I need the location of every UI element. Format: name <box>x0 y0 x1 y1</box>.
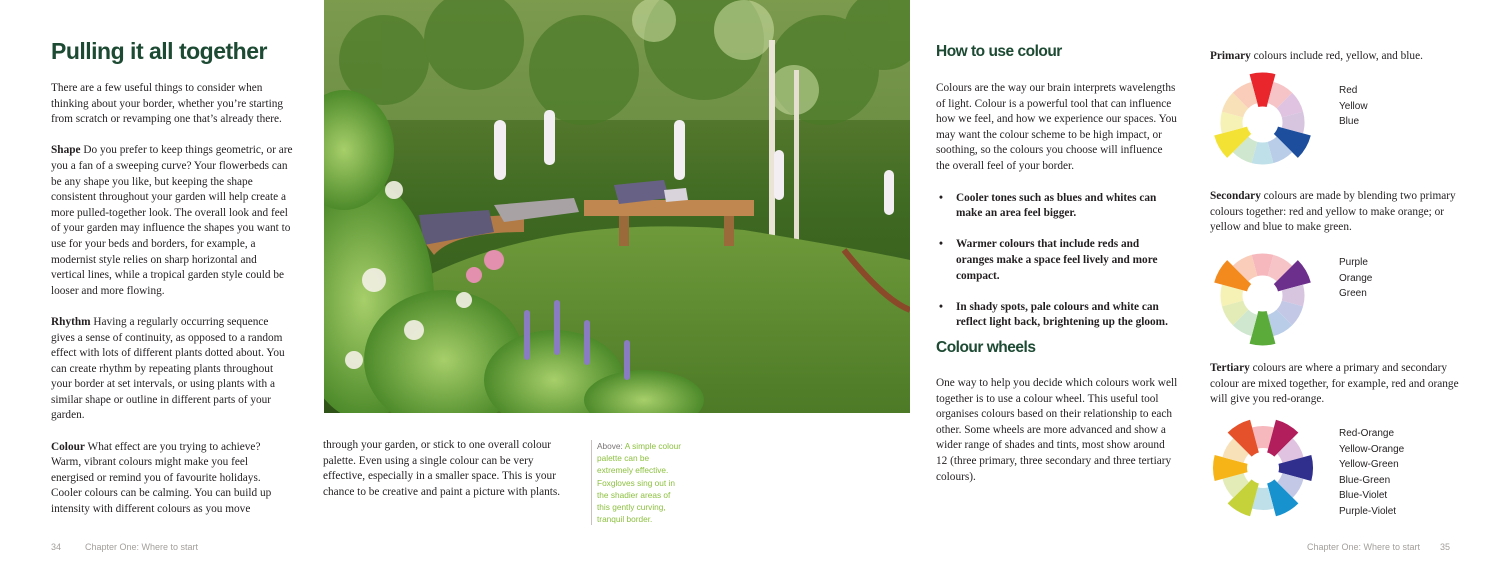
caption-label: Above: <box>597 441 623 451</box>
left-column <box>51 81 293 518</box>
caption-text: A simple colour palette can be extremely effective. Foxgloves sing out in the shadier areas of this gently curving, tranquil border. <box>597 441 681 525</box>
tertiary-term: Tertiary <box>1210 362 1250 374</box>
colour-term: Colour <box>51 440 85 453</box>
shape-paragraph <box>51 143 293 299</box>
legend-item-purple: Purple <box>1339 257 1368 268</box>
how-paragraph: Colours are the way our brain interprets wavelengths of light. Colour is a powerful tool that can influence how we feel, and how we experience our spaces. You may want the colour scheme to be high impact, or soothing, so the colours you choose will influence the overall feel of your border. <box>936 82 1177 172</box>
legend-item-yellow-green: Yellow-Green <box>1339 459 1399 470</box>
legend-item-green: Green <box>1339 288 1367 299</box>
list-item: • In shady spots, pale colours and white can reflect light back, brightening up the gloom. <box>936 300 1178 331</box>
secondary-description <box>1210 189 1460 236</box>
legend-item-orange: Orange <box>1339 272 1373 284</box>
left-page-number: 34 <box>51 542 62 552</box>
photo-caption <box>591 440 683 525</box>
primary-colour-wheel <box>1210 70 1315 175</box>
colour-text: What effect are you trying to achieve? Warm, vibrant colours might make you feel energised or remind you of favourite holidays. Cooler colours can be calming. You can build up intensity with different colours as you move <box>51 440 272 516</box>
legend-item-red-orange: Red-Orange <box>1339 428 1395 439</box>
secondary-colour-wheel <box>1210 243 1315 348</box>
primary-legend <box>1339 83 1368 130</box>
page-title: Pulling it all together <box>51 38 267 64</box>
tertiary-legend <box>1339 426 1404 519</box>
list-item: • Cooler tones such as blues and whites can make an area feel bigger. <box>936 191 1178 222</box>
colour-wheels-paragraph: One way to help you decide which colours work well together is to use a colour wheel. This useful tool organises colours based on their relationship to each other. Some wheels are more advanced and show a wider range of shades and tints, most show around 12 (three primary, three secondary and three tertiary colours). <box>936 377 1178 483</box>
tertiary-description <box>1210 361 1460 408</box>
secondary-text: colours are made by blending two primary colours together: red and yellow to make orange; or yellow and blue to make green. <box>1210 190 1456 234</box>
legend-item-yellow: Yellow <box>1339 100 1368 112</box>
right-running-footer: Chapter One: Where to start <box>1307 542 1421 552</box>
rhythm-paragraph <box>51 315 293 424</box>
legend-item-blue: Blue <box>1339 116 1360 127</box>
colour-tips-list <box>936 191 1178 331</box>
right-column <box>936 81 1178 347</box>
tertiary-text: colours are where a primary and secondary colour are mixed together, for example, red and orange will give you red-orange. <box>1210 362 1459 406</box>
legend-item-red: Red <box>1339 85 1358 96</box>
legend-item-purple-violet: Purple-Violet <box>1339 505 1397 517</box>
primary-text: colours include red, yellow, and blue. <box>1253 50 1423 62</box>
primary-description <box>1210 49 1460 65</box>
primary-term: Primary <box>1210 50 1251 62</box>
garden-photo <box>324 0 910 413</box>
left-running-footer: Chapter One: Where to start <box>85 542 199 552</box>
continuation-paragraph: through your garden, or stick to one overall colour palette. Even using a single colour can be very effective, especially in a smaller space. This is your chance to be creative and paint a picture with plants. <box>323 439 561 498</box>
rhythm-text: Having a regularly occurring sequence gives a sense of continuity, as opposed to a random effect with lots of different plants dotted about. You can create rhythm by repeating plants throughout your border at set intervals, or using plants with a similar shape or outline in different parts of your garden. <box>51 315 285 422</box>
how-to-use-colour-heading: How to use colour <box>936 43 1062 60</box>
colour-paragraph <box>51 440 293 518</box>
rhythm-term: Rhythm <box>51 315 91 328</box>
legend-item-blue-violet: Blue-Violet <box>1339 490 1388 501</box>
secondary-term: Secondary <box>1210 190 1261 202</box>
shape-text: Do you prefer to keep things geometric, or are you a fan of a sweeping curve? Your flowerbeds can be any shape you like, but keeping the shape consistent throughout your garden will help create a more pulled-together look. The overall look and feel of your garden may influence the shapes you want to use for your beds and borders, for example, a modernist style relies on sharp horizontal and vertical lines, while a tropical garden style could be looser and more flowing. <box>51 144 293 297</box>
right-page-number: 35 <box>1440 542 1451 552</box>
intro-paragraph: There are a few useful things to consider when thinking about your border, whether you’re starting from scratch or revamping one that’s already there. <box>51 82 284 126</box>
legend-item-blue-green: Blue-Green <box>1339 474 1391 486</box>
legend-item-yellow-orange: Yellow-Orange <box>1339 443 1405 455</box>
secondary-legend <box>1339 255 1372 302</box>
tertiary-colour-wheel <box>1208 413 1318 523</box>
shape-term: Shape <box>51 144 81 157</box>
colour-wheels-heading: Colour wheels <box>936 339 1036 356</box>
list-item: • Warmer colours that include reds and oranges make a space feel lively and more compact. <box>936 237 1178 284</box>
